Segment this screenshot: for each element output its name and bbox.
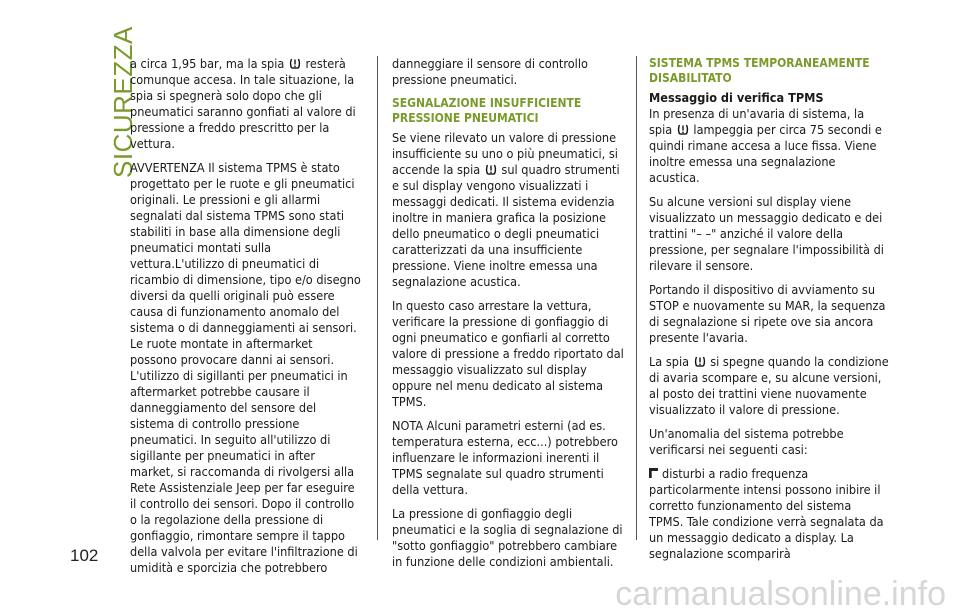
paragraph: In presenza di un'avaria di sistema, la spia lampeggia per circa 75 secondi e quindi rimane accesa a luce fissa. Viene inoltre emessa una segnalazione acustica.: [649, 106, 882, 185]
tpms-warning-icon: [485, 163, 497, 176]
page-number: 102: [70, 546, 99, 565]
paragraph: Su alcune versioni sul display viene visualizzato un messaggio dedicato e dei trattini "– –" anziché il valore della pressione, per segnalare l'impossibilità di rilevare il sensore.: [649, 194, 884, 273]
section-heading: SEGNALAZIONE INSUFFICIENTE PRESSIONE PNEUMATICI: [392, 96, 582, 125]
watermark: carmanualsonline.info: [615, 575, 946, 613]
paragraph: In questo caso arrestare la vettura, verificare la pressione di gonfiaggio di ogni pneumatico e gonfiarli al corretto valore di pressione a freddo riportato dal messaggio visualizzato sul display oppure nel menu dedicato al sistema TPMS.: [392, 298, 624, 409]
tpms-warning-icon: [289, 57, 301, 70]
tpms-warning-icon: [694, 355, 706, 368]
paragraph: La spia si spegne quando la condizione di avaria scompare e, su alcune versioni, al posto dei trattini viene nuovamente visualizzato il valore di pressione.: [649, 354, 889, 417]
subsection-heading: Messaggio di verifica TPMS: [649, 90, 824, 105]
paragraph: danneggiare il sensore di controllo pressione pneumatici.: [392, 56, 588, 87]
paragraph: Se viene rilevato un valore di pressione insufficiente su uno o più pneumatici, si accende la spia sul quadro strumenti e sul display vengono visualizzati i messaggi dedicati. Il sistema evidenzia inoltre in maniera grafica la posizione dello pneumatico o degli pneumatici caratterizzati da una insufficiente pressione. Viene inoltre emessa una segnalazione acustica.: [392, 130, 620, 289]
paragraph: Portando il dispositivo di avviamento su STOP e nuovamente su MAR, la sequenza di segnalazione si ripete ove sia ancora presente l'avaria.: [649, 282, 886, 345]
tpms-warning-icon: [677, 123, 689, 136]
list-item: disturbi a radio frequenza particolarmente intensi possono inibire il corretto funzionamento del sistema TPMS. Tale condizione verrà segnalata da un messaggio dedicato a display. La segnalazione scomparirà: [649, 466, 884, 561]
paragraph: a circa 1,95 bar, ma la spia resterà comunque accesa. In tale situazione, la spia si spegnerà solo dopo che gli pneumatici saranno gonfiati al valore di pressione a freddo prescritto per la vettura.: [130, 56, 356, 151]
column-divider: [377, 56, 378, 540]
section-heading: SISTEMA TPMS TEMPORANEAMENTE DISABILITATO: [649, 56, 870, 85]
paragraph: La pressione di gonfiaggio degli pneumatici e la soglia di segnalazione di "sotto gonfiaggio" potrebbero cambiare in funzione delle condizioni ambientali.: [392, 506, 623, 569]
text-column-2: [392, 56, 624, 578]
paragraph: Un'anomalia del sistema potrebbe verificarsi nei seguenti casi:: [649, 426, 844, 457]
bullet-icon: [649, 468, 658, 478]
section-title: SICUREZZA: [108, 26, 138, 178]
column-divider: [636, 56, 637, 540]
warning-paragraph: AVVERTENZA Il sistema TPMS è stato progettato per le ruote e gli pneumatici originali. Le pressioni e gli allarmi segnalati dal sistema TPMS sono stati stabiliti in base alla dimensione degli pneumatici montati sulla vettura.L'utilizzo di pneumatici di ricambio di dimensione, tipo e/o disegno diversi da quelli originali può essere causa di funzionamento anomalo del sistema o di danneggiamenti ai sensori. Le ruote montate in aftermarket possono provocare danni ai sensori. L'utilizzo di sigillanti per pneumatici in aftermarket potrebbe causare il danneggiamento del sensore del sistema di controllo pressione pneumatici. In seguito all'utilizzo di sigillante per pneumatici in after market, si raccomanda di rivolgersi alla Rete Assistenziale Jeep per far eseguire il controllo dei sensori. Dopo il controllo o la regolazione della pressione di gonfiaggio, rimontare sempre il tappo della valvola per evitare l'infiltrazione di umidità e sporcizia che potrebbero: [130, 160, 361, 575]
note-paragraph: NOTA Alcuni parametri esterni (ad es. temperatura esterna, ecc...) potrebbero influenzare le informazioni inerenti il TPMS segnalate sul quadro strumenti della vettura.: [392, 418, 618, 497]
text-column-1: [130, 56, 362, 584]
text-column-3: [649, 56, 889, 570]
